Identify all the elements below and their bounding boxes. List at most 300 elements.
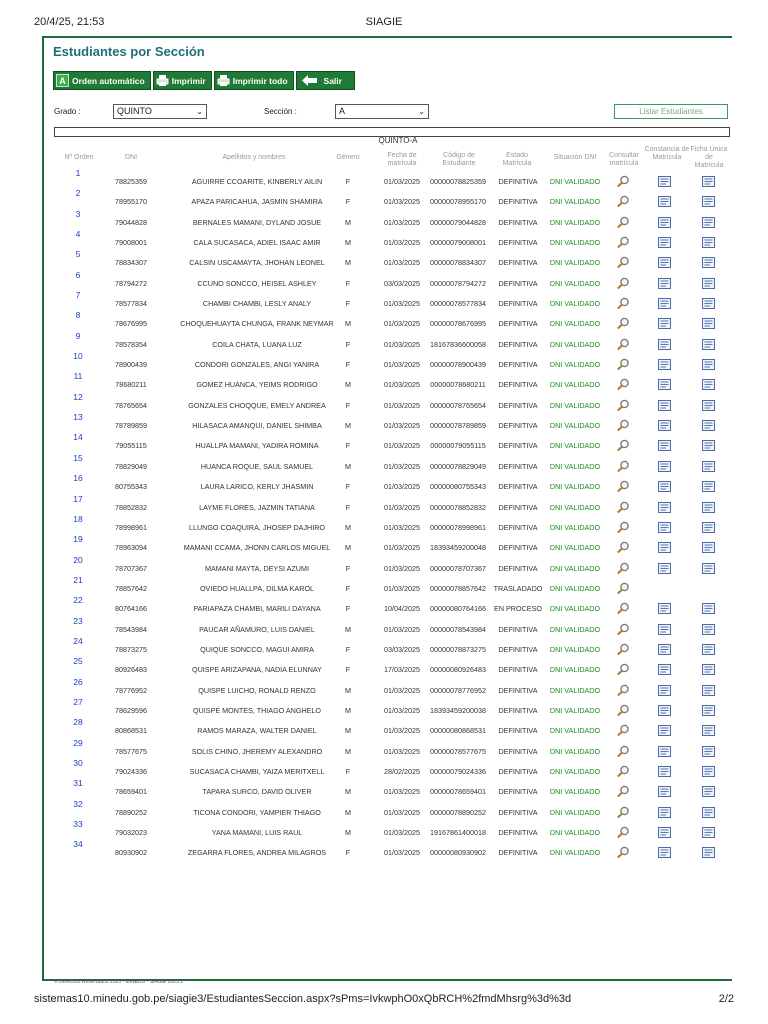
student-code: 00000078577834 xyxy=(430,299,486,309)
gender-cell: F xyxy=(345,441,351,451)
constancia-document-icon[interactable] xyxy=(658,563,671,576)
header-fecha: Fecha de matrícula xyxy=(387,152,417,167)
consultar-magnifier-icon[interactable] xyxy=(616,480,630,495)
dni-cell: 79044828 xyxy=(115,217,147,227)
table-row xyxy=(54,676,730,701)
enrollment-date: 03/03/2025 xyxy=(384,644,420,654)
ficha-document-icon[interactable] xyxy=(702,847,715,860)
ficha-document-icon[interactable] xyxy=(702,440,715,453)
row-number-link[interactable]: 19 xyxy=(73,534,83,545)
student-code: 00000078659401 xyxy=(430,787,486,797)
student-name: RAMOS MARAZA, WALTER DANIEL xyxy=(197,726,317,736)
gender-cell: M xyxy=(345,319,351,329)
consultar-magnifier-icon[interactable] xyxy=(616,358,630,373)
constancia-document-icon[interactable] xyxy=(658,522,671,535)
row-number-link[interactable]: 21 xyxy=(73,574,83,585)
ficha-document-icon[interactable] xyxy=(702,257,715,270)
enrollment-date: 01/03/2025 xyxy=(384,380,420,390)
enrollment-date: 01/03/2025 xyxy=(384,400,420,410)
enrollment-date: 01/03/2025 xyxy=(384,543,420,553)
gender-cell: F xyxy=(345,197,351,207)
ficha-document-icon[interactable] xyxy=(702,196,715,209)
dni-cell: 78577675 xyxy=(115,746,147,756)
student-code: 00000078825359 xyxy=(430,177,486,186)
table-row xyxy=(54,656,730,680)
listar-estudiantes-button[interactable]: Listar Estudiantes xyxy=(614,104,728,119)
gender-cell: F xyxy=(345,766,351,776)
consultar-magnifier-icon[interactable] xyxy=(616,643,630,658)
ficha-document-icon[interactable] xyxy=(702,502,715,515)
constancia-document-icon[interactable] xyxy=(658,644,671,657)
consultar-magnifier-icon[interactable] xyxy=(616,521,630,536)
ficha-document-icon[interactable] xyxy=(702,298,715,311)
student-code: 00000078890252 xyxy=(430,807,486,817)
enrollment-status: DEFINITIVA xyxy=(498,482,538,492)
consultar-magnifier-icon[interactable] xyxy=(616,765,630,780)
ficha-document-icon[interactable] xyxy=(702,603,715,616)
dni-status: DNI VALIDADO xyxy=(549,502,601,512)
enrollment-date: 28/02/2025 xyxy=(384,766,420,776)
table-row xyxy=(54,839,730,863)
row-number-link[interactable]: 5 xyxy=(75,249,81,260)
consultar-magnifier-icon[interactable] xyxy=(616,806,630,821)
ficha-document-icon[interactable] xyxy=(702,176,715,189)
enrollment-status: DEFINITIVA xyxy=(498,685,538,695)
row-number-link[interactable]: 13 xyxy=(73,412,83,423)
row-number-link[interactable]: 17 xyxy=(73,493,83,504)
grado-select[interactable] xyxy=(113,104,207,119)
student-code: 00000078998961 xyxy=(430,522,486,532)
enrollment-status: DEFINITIVA xyxy=(498,339,538,349)
consultar-magnifier-icon[interactable] xyxy=(616,256,630,271)
gender-cell: M xyxy=(345,787,351,797)
dni-status: DNI VALIDADO xyxy=(549,644,601,654)
consultar-magnifier-icon[interactable] xyxy=(616,562,630,577)
student-name: MAMANI CCAMA, JHONN CARLOS MIGUEL xyxy=(183,543,331,553)
table-row xyxy=(54,208,730,233)
row-number-link[interactable]: 23 xyxy=(73,615,83,626)
consultar-magnifier-icon[interactable] xyxy=(616,419,630,434)
student-name: TICONA CONDORI, YAMPIER THIAGO xyxy=(193,807,321,817)
consultar-magnifier-icon[interactable] xyxy=(616,378,630,393)
constancia-document-icon[interactable] xyxy=(658,278,671,291)
constancia-document-icon[interactable] xyxy=(658,217,671,230)
enrollment-status: DEFINITIVA xyxy=(498,217,538,227)
consultar-magnifier-icon[interactable] xyxy=(616,826,630,841)
constancia-document-icon[interactable] xyxy=(658,461,671,474)
student-name: HUALLPA MAMANI, YADIRA ROMINA xyxy=(195,441,319,451)
gender-cell: M xyxy=(345,421,351,431)
consultar-magnifier-icon[interactable] xyxy=(616,236,630,251)
constancia-document-icon[interactable] xyxy=(658,603,671,616)
gender-cell: F xyxy=(345,583,351,593)
enrollment-status: TRASLADADO xyxy=(493,583,543,593)
consultar-magnifier-icon[interactable] xyxy=(616,663,630,678)
consultar-magnifier-icon[interactable] xyxy=(616,195,630,210)
student-code: 00000080930902 xyxy=(430,848,486,858)
header-orden: Nº Orden xyxy=(64,154,94,161)
gender-cell: M xyxy=(345,685,351,695)
student-name: ZEGARRA FLORES, ANDREA MILAGROS xyxy=(187,848,327,858)
row-number-link[interactable]: 32 xyxy=(73,798,83,809)
constancia-document-icon[interactable] xyxy=(658,746,671,759)
header-consultar: Consultar matrícula xyxy=(609,152,639,167)
ficha-document-icon[interactable] xyxy=(702,644,715,657)
gender-cell: M xyxy=(345,543,351,553)
printer-icon xyxy=(156,74,169,87)
enrollment-status: DEFINITIVA xyxy=(498,848,538,858)
consultar-magnifier-icon[interactable] xyxy=(616,317,630,332)
constancia-document-icon[interactable] xyxy=(658,440,671,453)
constancia-document-icon[interactable] xyxy=(658,807,671,820)
dni-cell: 78890252 xyxy=(115,807,147,817)
ficha-document-icon[interactable] xyxy=(702,481,715,494)
dni-cell: 78789859 xyxy=(115,421,147,431)
enrollment-date: 01/03/2025 xyxy=(384,502,420,512)
imprimir-todo-button[interactable] xyxy=(214,71,294,90)
dni-status: DNI VALIDADO xyxy=(549,238,601,248)
consultar-magnifier-icon[interactable] xyxy=(616,216,630,231)
student-code: 19167861400018 xyxy=(430,828,486,837)
gender-cell: F xyxy=(345,563,351,573)
enrollment-date: 01/03/2025 xyxy=(384,217,420,227)
row-number-link[interactable]: 25 xyxy=(73,656,83,667)
row-number-link[interactable]: 2 xyxy=(75,188,81,199)
ficha-document-icon[interactable] xyxy=(702,461,715,474)
constancia-document-icon[interactable] xyxy=(658,257,671,270)
consultar-magnifier-icon[interactable] xyxy=(616,439,630,454)
ficha-document-icon[interactable] xyxy=(702,746,715,759)
enrollment-status: DEFINITIVA xyxy=(498,360,538,370)
orden-automatico-button[interactable] xyxy=(53,71,151,90)
table-row xyxy=(54,290,730,314)
page-title: Estudiantes por Sección xyxy=(53,44,205,59)
constancia-document-icon[interactable] xyxy=(658,400,671,413)
student-code: 00000078873275 xyxy=(430,644,486,654)
gender-cell: M xyxy=(345,807,351,817)
student-name: YANA MAMANI, LUIS RAUL xyxy=(211,828,303,837)
constancia-document-icon[interactable] xyxy=(658,237,671,250)
student-code: 00000078794272 xyxy=(430,278,486,288)
dni-status: DNI VALIDADO xyxy=(549,685,601,695)
student-code: 18393459200038 xyxy=(430,705,486,715)
student-name: QUISPE MONTES, THIAGO ANGHELO xyxy=(192,705,322,715)
student-name: HUANCA ROQUE, SAUL SAMUEL xyxy=(200,461,314,471)
enrollment-status: DEFINITIVA xyxy=(498,665,538,675)
consultar-magnifier-icon[interactable] xyxy=(616,745,630,760)
enrollment-status: DEFINITIVA xyxy=(498,461,538,471)
dni-status: DNI VALIDADO xyxy=(549,339,601,349)
enrollment-date: 01/03/2025 xyxy=(384,360,420,370)
row-number-link[interactable]: 30 xyxy=(73,757,83,768)
ficha-document-icon[interactable] xyxy=(702,542,715,555)
row-number-link[interactable]: 14 xyxy=(73,432,83,443)
ficha-document-icon[interactable] xyxy=(702,827,715,840)
student-name: SUCASACA CHAMBI, YAIZA MERITXELL xyxy=(189,766,325,776)
constancia-document-icon[interactable] xyxy=(658,481,671,494)
ficha-document-icon[interactable] xyxy=(702,807,715,820)
row-number-link[interactable]: 10 xyxy=(73,351,83,362)
table-row xyxy=(54,351,730,375)
dni-cell: 78577834 xyxy=(115,299,147,309)
constancia-document-icon[interactable] xyxy=(658,359,671,372)
row-number-link[interactable]: 11 xyxy=(73,371,83,382)
consultar-magnifier-icon[interactable] xyxy=(616,684,630,699)
student-name: LAYME FLORES, JAZMIN TATIANA xyxy=(199,502,315,512)
enrollment-date: 01/03/2025 xyxy=(384,624,420,634)
enrollment-date: 01/03/2025 xyxy=(384,177,420,186)
table-row xyxy=(54,269,730,294)
constancia-document-icon[interactable] xyxy=(658,502,671,515)
enrollment-status: DEFINITIVA xyxy=(498,197,538,207)
salir-label: Salir xyxy=(323,75,342,86)
dni-cell: 80764166 xyxy=(115,604,147,614)
enrollment-date: 01/03/2025 xyxy=(384,522,420,532)
ficha-document-icon[interactable] xyxy=(702,400,715,413)
row-number-link[interactable]: 31 xyxy=(73,778,83,789)
gender-cell: F xyxy=(345,339,351,349)
dni-status: DNI VALIDADO xyxy=(549,705,601,715)
row-number-link[interactable]: 16 xyxy=(73,473,83,484)
gender-cell: F xyxy=(345,400,351,410)
table-row xyxy=(54,168,730,192)
constancia-document-icon[interactable] xyxy=(658,685,671,698)
row-number-link[interactable]: 33 xyxy=(73,819,83,829)
ficha-document-icon[interactable] xyxy=(702,664,715,677)
constancia-document-icon[interactable] xyxy=(658,786,671,799)
row-number-link[interactable]: 22 xyxy=(73,595,83,606)
print-title: SIAGIE xyxy=(365,16,403,28)
dni-status: DNI VALIDADO xyxy=(549,441,601,451)
enrollment-status: DEFINITIVA xyxy=(498,177,538,186)
student-code: 00000078789859 xyxy=(430,421,486,431)
consultar-magnifier-icon[interactable] xyxy=(616,541,630,556)
dni-status: DNI VALIDADO xyxy=(549,258,601,268)
consultar-magnifier-icon[interactable] xyxy=(616,297,630,312)
gender-cell: F xyxy=(345,177,351,186)
row-number-link[interactable]: 24 xyxy=(73,635,83,646)
constancia-document-icon[interactable] xyxy=(658,298,671,311)
row-number-link[interactable]: 28 xyxy=(73,717,83,728)
enrollment-date: 01/03/2025 xyxy=(384,705,420,715)
table-row xyxy=(54,757,730,782)
constancia-document-icon[interactable] xyxy=(658,379,671,392)
student-name: MAMANI MAYTA, DEYSI AZUMI xyxy=(205,563,309,573)
constancia-document-icon[interactable] xyxy=(658,664,671,677)
constancia-document-icon[interactable] xyxy=(658,542,671,555)
enrollment-date: 01/03/2025 xyxy=(384,685,420,695)
row-number-link[interactable]: 12 xyxy=(73,391,83,402)
enrollment-date: 01/03/2025 xyxy=(384,726,420,736)
ficha-document-icon[interactable] xyxy=(702,786,715,799)
student-code: 00000078543984 xyxy=(430,624,486,634)
ficha-document-icon[interactable] xyxy=(702,685,715,698)
ficha-document-icon[interactable] xyxy=(702,725,715,738)
enrollment-status: DEFINITIVA xyxy=(498,380,538,390)
student-code: 00000078680211 xyxy=(430,380,486,390)
student-name: PARIAPAZA CHAMBI, MARILI DAYANA xyxy=(193,604,321,614)
constancia-document-icon[interactable] xyxy=(658,176,671,189)
header-constancia: Constancia de Matrícula xyxy=(644,146,690,161)
table-row xyxy=(54,696,730,721)
print-url: sistemas10.minedu.gob.pe/siagie3/EstudiantesSeccion.aspx?sPms=IvkwphO0xQbRCH%2fmdMhsrg%3d%3d xyxy=(34,993,572,1005)
dni-cell: 78578354 xyxy=(115,339,147,349)
ficha-document-icon[interactable] xyxy=(702,339,715,352)
row-number-link[interactable]: 26 xyxy=(73,676,83,687)
ficha-document-icon[interactable] xyxy=(702,624,715,637)
enrollment-status: DEFINITIVA xyxy=(498,400,538,410)
dni-cell: 80755343 xyxy=(115,482,147,492)
table-row xyxy=(54,188,730,212)
row-number-link[interactable]: 29 xyxy=(73,737,83,748)
enrollment-date: 01/03/2025 xyxy=(384,807,420,817)
table-row xyxy=(54,493,730,518)
row-number-link[interactable]: 20 xyxy=(73,554,83,565)
consultar-magnifier-icon[interactable] xyxy=(616,460,630,475)
imprimir-button[interactable] xyxy=(153,71,212,90)
ficha-document-icon[interactable] xyxy=(702,217,715,230)
row-number-link[interactable]: 3 xyxy=(75,208,81,219)
student-code: 00000078577675 xyxy=(430,746,486,756)
enrollment-status: DEFINITIVA xyxy=(498,746,538,756)
ficha-document-icon[interactable] xyxy=(702,563,715,576)
constancia-document-icon[interactable] xyxy=(658,827,671,840)
consultar-magnifier-icon[interactable] xyxy=(616,785,630,800)
enrollment-date: 01/03/2025 xyxy=(384,299,420,309)
dni-cell: 78852832 xyxy=(115,502,147,512)
constancia-document-icon[interactable] xyxy=(658,318,671,331)
dni-cell: 79032023 xyxy=(115,828,147,837)
dni-status: DNI VALIDADO xyxy=(549,360,601,370)
row-number-link[interactable]: 1 xyxy=(75,168,81,178)
dni-status: DNI VALIDADO xyxy=(549,319,601,329)
dni-status: DNI VALIDADO xyxy=(549,421,601,431)
dni-status: DNI VALIDADO xyxy=(549,563,601,573)
consultar-magnifier-icon[interactable] xyxy=(616,724,630,739)
enrollment-status: DEFINITIVA xyxy=(498,258,538,268)
dni-cell: 78776952 xyxy=(115,685,147,695)
ficha-document-icon[interactable] xyxy=(702,237,715,250)
table-row xyxy=(54,595,730,619)
consultar-magnifier-icon[interactable] xyxy=(616,277,630,292)
ficha-document-icon[interactable] xyxy=(702,318,715,331)
constancia-document-icon[interactable] xyxy=(658,847,671,860)
enrollment-status: EN PROCESO xyxy=(494,604,542,614)
row-number-link[interactable]: 8 xyxy=(75,310,81,321)
constancia-document-icon[interactable] xyxy=(658,725,671,738)
row-number-link[interactable]: 9 xyxy=(75,330,81,341)
ficha-document-icon[interactable] xyxy=(702,705,715,718)
consultar-magnifier-icon[interactable] xyxy=(616,582,630,597)
gender-cell: M xyxy=(345,461,351,471)
gender-cell: F xyxy=(345,278,351,288)
ficha-document-icon[interactable] xyxy=(702,278,715,291)
dni-status: DNI VALIDADO xyxy=(549,787,601,797)
enrollment-status: DEFINITIVA xyxy=(498,828,538,837)
gender-cell: M xyxy=(345,705,351,715)
consultar-magnifier-icon[interactable] xyxy=(616,338,630,353)
student-name: QUISPE LUICHO, RONALD RENZO xyxy=(198,685,316,695)
enrollment-date: 10/04/2025 xyxy=(384,604,420,614)
row-number-link[interactable]: 7 xyxy=(75,290,81,301)
dni-status: DNI VALIDADO xyxy=(549,217,601,227)
student-code: 00000078834307 xyxy=(430,258,486,268)
student-code: 18167836600058 xyxy=(430,339,486,349)
table-row xyxy=(54,229,730,253)
dni-status: DNI VALIDADO xyxy=(549,177,601,186)
row-number-link[interactable]: 34 xyxy=(73,839,83,850)
enrollment-status: DEFINITIVA xyxy=(498,624,538,634)
seccion-select[interactable] xyxy=(335,104,429,119)
gender-cell: M xyxy=(345,624,351,634)
gender-cell: M xyxy=(345,217,351,227)
ficha-document-icon[interactable] xyxy=(702,379,715,392)
print-datetime: 20/4/25, 21:53 xyxy=(34,16,105,28)
dni-cell: 78829049 xyxy=(115,461,147,471)
table-row xyxy=(54,452,730,477)
row-number-link[interactable]: 18 xyxy=(73,513,83,524)
print-footer xyxy=(34,993,734,1005)
enrollment-status: DEFINITIVA xyxy=(498,238,538,248)
constancia-document-icon[interactable] xyxy=(658,196,671,209)
gender-cell: M xyxy=(345,380,351,390)
row-number-link[interactable]: 4 xyxy=(75,229,81,240)
student-name: PAUCAR AÑAMURO, LUIS DANIEL xyxy=(199,624,315,634)
consultar-magnifier-icon[interactable] xyxy=(616,175,630,190)
row-number-link[interactable]: 6 xyxy=(75,269,81,280)
imprimir-todo-label: Imprimir todo xyxy=(232,75,288,86)
ficha-document-icon[interactable] xyxy=(702,359,715,372)
salir-button[interactable] xyxy=(296,71,355,90)
gender-cell: M xyxy=(345,522,351,532)
dni-cell: 79055115 xyxy=(115,441,147,451)
enrollment-status: DEFINITIVA xyxy=(498,421,538,431)
table-header xyxy=(54,146,730,172)
student-code: 00000079044828 xyxy=(430,217,486,227)
constancia-document-icon[interactable] xyxy=(658,624,671,637)
gender-cell: F xyxy=(345,604,351,614)
header-genero: Género xyxy=(336,154,360,161)
header-nombres: Apellidos y nombres xyxy=(222,154,286,161)
section-title: QUINTO-A xyxy=(378,136,418,145)
student-name: OVIEDO HUALLPA, DILMA KAROL xyxy=(199,583,315,593)
consultar-magnifier-icon[interactable] xyxy=(616,602,630,617)
gender-cell: M xyxy=(345,828,351,837)
table-row xyxy=(54,554,730,579)
ficha-document-icon[interactable] xyxy=(702,420,715,433)
consultar-magnifier-icon[interactable] xyxy=(616,846,630,861)
ficha-document-icon[interactable] xyxy=(702,766,715,779)
consultar-magnifier-icon[interactable] xyxy=(616,704,630,719)
row-number-link[interactable]: 27 xyxy=(73,696,83,707)
row-number-link[interactable]: 15 xyxy=(73,452,83,463)
dni-cell: 78543984 xyxy=(115,624,147,634)
dni-status: DNI VALIDADO xyxy=(549,746,601,756)
consultar-magnifier-icon[interactable] xyxy=(616,623,630,638)
constancia-document-icon[interactable] xyxy=(658,705,671,718)
ficha-document-icon[interactable] xyxy=(702,522,715,535)
student-name: CONDORI GONZALES, ANGI YANIRA xyxy=(194,360,320,370)
dni-status: DNI VALIDADO xyxy=(549,380,601,390)
enrollment-date: 01/03/2025 xyxy=(384,238,420,248)
constancia-document-icon[interactable] xyxy=(658,420,671,433)
dni-cell: 78998961 xyxy=(115,522,147,532)
consultar-magnifier-icon[interactable] xyxy=(616,399,630,414)
consultar-magnifier-icon[interactable] xyxy=(616,501,630,516)
dni-status: DNI VALIDADO xyxy=(549,543,601,553)
constancia-document-icon[interactable] xyxy=(658,766,671,779)
constancia-document-icon[interactable] xyxy=(658,339,671,352)
